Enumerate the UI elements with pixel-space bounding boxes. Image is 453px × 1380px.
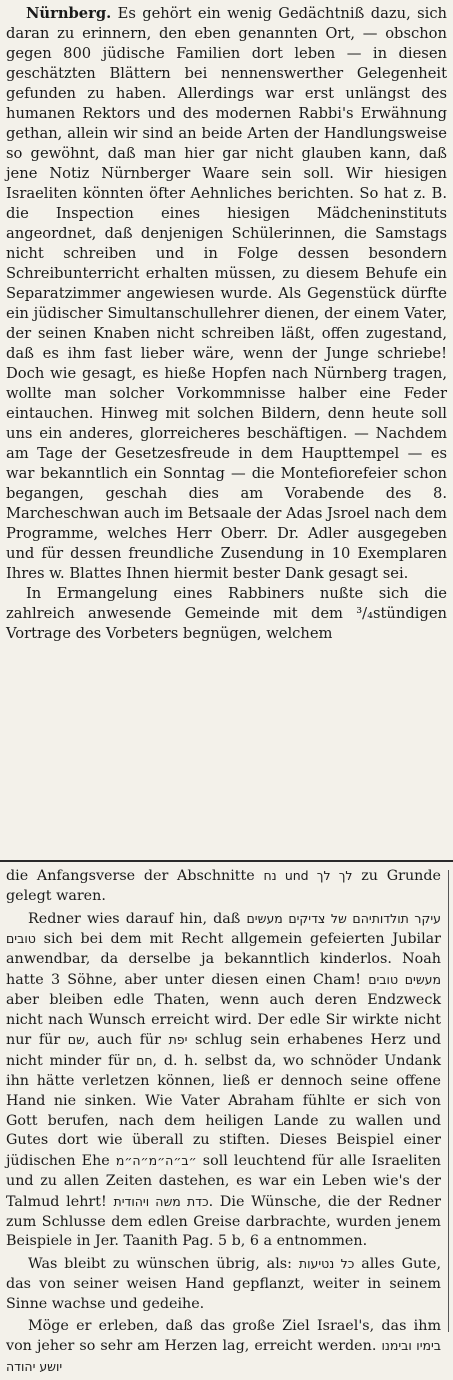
hebrew-text: כל נטיעות — [298, 1256, 355, 1272]
paragraph-text: Es gehört ein wenig Gedächtniß dazu, sich daran zu erinnern, den eben genannten Ort, — obschon gegen 800 jüdische Familien dort leben — in diesen geschätzten Blättern bei nennenswerther Gelegenheit gefunden zu haben. Allerdings war erst unlängst des humanen Rektors und des modernen Rabbi's Erwähnung gethan, allein wir sind an beide Arten der Handlungsweise so gewöhnt, daß man hier gar nicht glauben kann, daß jene Notiz Nürnberger Waare sein soll. Wir hiesigen Israeliten könnten öfter Aehnliches berichten. So hat z. B. die Inspection eines hiesigen Mädcheninstituts angeordnet, daß denjenigen Schülerinnen, die Samstags nicht schreiben und in Folge dessen besondern Schreibunterricht erhalten müssen, zu diesem Behufe ein Separatzimmer angewiesen wurde. Als Gegenstück dürfte ein jüdischer Simultanschullehrer dienen, der einem Vater, der seinen Knaben nicht schreiben läßt, offen zugestand, daß es ihm fast lieber wäre, wenn der Junge schriebe! Doch wie gesagt, es hieße Hopfen nach Nürnberg tragen, wollte man solcher Vorkommnisse halber eine Feder eintauchen. Hinweg mit solchen Bildern, denn heute soll uns ein anderes, glorreicheres beschäftigen. — Nachdem am Tage der Gesetzesfreude in dem Haupttempel — es war bekanntlich ein Sonntag — die Montefiorefeier schon begangen, geschah dies am Vorabende des 8. Marcheschwan auch im Betsaale der Adas Jsroel nach dem Programme, welches Herr Oberr. Dr. Adler ausgegeben und für dessen freundliche Zusendung in 10 Exemplaren Ihres w. Blattes Ihnen hiermit bester Dank gesagt sei. — [6, 5, 447, 582]
paragraph — [6, 866, 441, 907]
text: Möge er erleben, daß das große Ziel Israel's, das ihm von jeher so sehr am Herzen lag, erreicht werden. — [6, 1317, 441, 1355]
column-rule — [0, 860, 453, 862]
text: , auch für — [84, 1032, 169, 1049]
text: Redner wies darauf hin, daß — [28, 910, 247, 927]
hebrew-text: שם — [67, 1032, 85, 1048]
paragraph — [6, 584, 447, 644]
hebrew-text: עיקר תולדותיהם של צדיקים מעשים טובים — [6, 910, 441, 947]
hebrew-text: יפת — [168, 1032, 188, 1048]
text: aber bleiben edle Thaten, wenn auch deren Endzweck nicht nach Wunsch erreicht wird. Der edle Sir wirkte nicht nur für — [6, 991, 441, 1049]
article-continuation — [6, 866, 441, 1380]
article-lead: Nürnberg. — [26, 5, 112, 22]
paragraph — [6, 4, 447, 584]
paragraph — [6, 909, 441, 1253]
text: alles Gute, das von seiner weisen Hand gepflanzt, weiter in seinem Sinne wachse und gedeihe. — [6, 1256, 442, 1312]
hebrew-text: חם — [136, 1053, 153, 1069]
text: schlug sein erhabenes Herz und nicht minder für — [6, 1032, 441, 1070]
hebrew-text: כדת משה ויהודית — [113, 1193, 209, 1209]
text: soll leuchtend für alle Israeliten und zu allen Zeiten dastehen, es war ein Leben wie's der Talmud lehrt! — [6, 1153, 441, 1210]
text: Was bleibt zu wünschen übrig, als: — [28, 1256, 299, 1273]
paragraph — [6, 1254, 441, 1314]
paragraph — [6, 1317, 441, 1378]
text: die Anfangsverse der Abschnitte — [6, 868, 264, 884]
hebrew-text: ״ב״ה״מ״ה״מ — [115, 1153, 197, 1169]
hebrew-text: בימיו ובימנו יושע יהודה — [6, 1338, 441, 1375]
text: sich bei dem mit Recht allgemein gefeierten Jubilar anwendbar, da derselbe ja bekanntlich kinderlos. Noah hatte 3 Söhne, aber unter diesen einen Cham! — [6, 931, 441, 988]
hebrew-text: מעשים טובים — [368, 971, 441, 987]
text: . Die Wünsche, die der Redner zum Schlusse dem edlen Greise darbrachte, wurden jenem Beispiele in Jer. Taanith Pag. 5 b, 6 a entnommen. — [6, 1193, 441, 1250]
text: zu Grunde gelegt waren. — [6, 868, 441, 904]
paragraph-text: In Ermangelung eines Rabbiners nußte sich die zahlreich anwesende Gemeinde mit dem ³/₄stündigen Vortrage des Vorbeters begnügen, welchem — [6, 585, 447, 642]
article-top — [6, 4, 447, 644]
column-divider — [448, 870, 449, 1332]
text: , d. h. selbst da, wo schnöder Undank ihn hätte verletzen können, ließ er dennoch seine offene Hand nie sinken. Wie Vater Abraham fühlte er sich von Gott berufen, nach dem heiligen Lande zu wallen und Gutes dort wie überall zu stiften. Dieses Beispiel einer jüdischen Ehe — [6, 1053, 441, 1170]
hebrew-text: לך לך und נח — [263, 868, 353, 883]
